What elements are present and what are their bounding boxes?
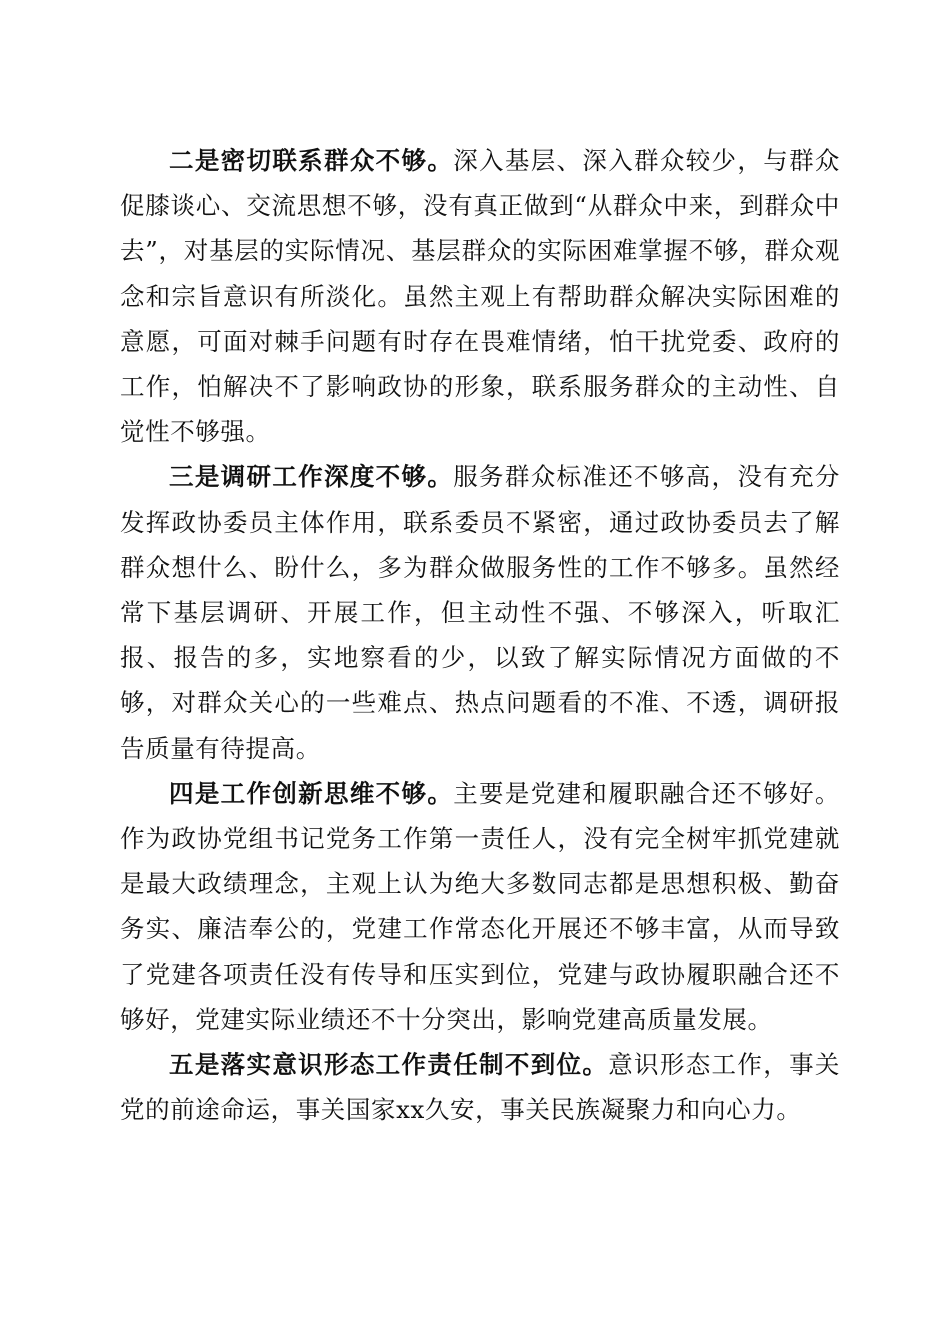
document-page — [120, 138, 840, 1132]
paragraph-close-ties-with-masses — [120, 138, 840, 454]
paragraph-heading: 四是工作创新思维不够。 — [169, 778, 454, 808]
paragraph-research-depth — [120, 454, 840, 770]
paragraph-heading: 二是密切联系群众不够。 — [169, 146, 454, 175]
paragraph-heading: 三是调研工作深度不够。 — [169, 462, 454, 492]
paragraph-body: 深入基层、深入群众较少，与群众促膝谈心、交流思想不够，没有真正做到“从群众中来，到群众中去”，对基层的实际情况、基层群众的实际困难掌握不够，群众观念和宗旨意识有所淡化。虽然主观上有帮助群众解决实际困难的意愿，可面对棘手问题有时存在畏难情绪，怕干扰党委、政府的工作，怕解决不了影响政协的形象，联系服务群众的主动性、自觉性不够强。 — [120, 146, 841, 447]
paragraph-heading: 五是落实意识形态工作责任制不到位。 — [169, 1050, 609, 1080]
paragraph-ideology-responsibility — [120, 1042, 840, 1132]
paragraph-body: 意识形态工作，事关党的前途命运，事关国家xx久安，事关民族凝聚力和向心力。 — [120, 1050, 841, 1125]
paragraph-body: 服务群众标准还不够高，没有充分发挥政协委员主体作用，联系委员不紧密，通过政协委员去了解群众想什么、盼什么，多为群众做服务性的工作不够多。虽然经常下基层调研、开展工作，但主动性不强、不够深入，听取汇报、报告的多，实地察看的少，以致了解实际情况方面做的不够，对群众关心的一些难点、热点问题看的不准、不透，调研报告质量有待提高。 — [120, 462, 841, 763]
paragraph-innovative-thinking — [120, 771, 840, 1042]
paragraph-body: 主要是党建和履职融合还不够好。作为政协党组书记党务工作第一责任人，没有完全树牢抓党建就是最大政绩理念，主观上认为绝大多数同志都是思想积极、勤奋务实、廉洁奉公的，党建工作常态化开展还不够丰富，从而导致了党建各项责任没有传导和压实到位，党建与政协履职融合还不够好，党建实际业绩还不十分突出，影响党建高质量发展。 — [120, 778, 841, 1034]
